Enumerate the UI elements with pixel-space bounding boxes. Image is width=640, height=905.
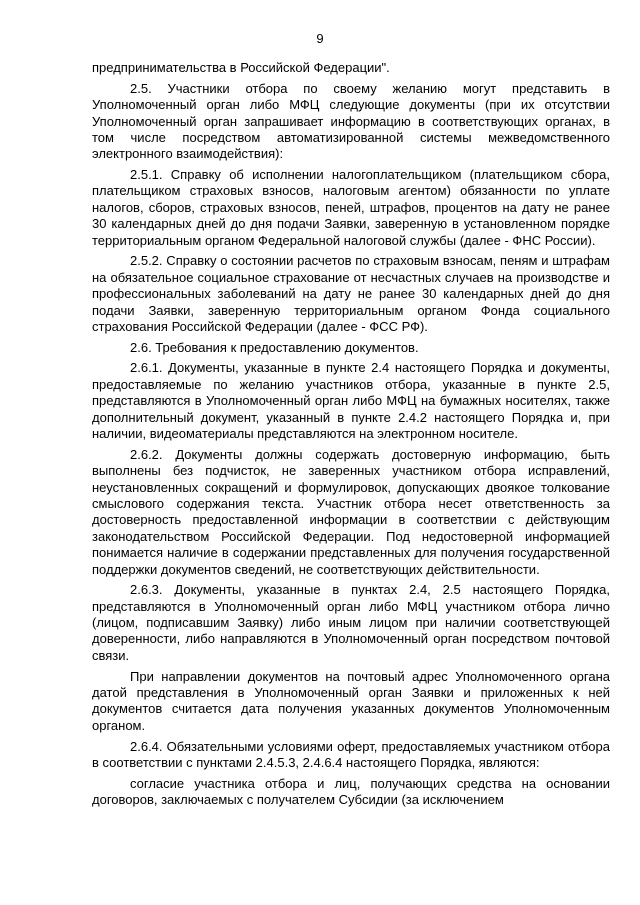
paragraph-2-6-heading: 2.6. Требования к предоставлению документов.: [130, 339, 419, 355]
document-body: [92, 60, 610, 813]
paragraph-2-5: 2.5. Участники отбора по своему желанию могут представить в Уполномоченный орган либо МФЦ следующие документы (при их отсутствии Уполномоченный орган запрашивает информацию в соответствующих органах, в том числе посредством автоматизированной системы межведомственного электронного взаимодействия):: [92, 80, 610, 162]
paragraph-2-6-2: 2.6.2. Документы должны содержать достоверную информацию, быть выполнены без подчисток, не заверенных участником отбора исправлений, неустановленных сокращений и формулировок, допускающих двоякое толкование смыслового содержания текста. Участник отбора несет ответственность за достоверность предоставленной информации в соответствии с действующим законодательством Российской Федерации. Под недостоверной информацией понимается наличие в содержании представленных для получения государственной поддержки документов сведений, не соответствующих действительности.: [92, 446, 610, 577]
paragraph-2-6-3: 2.6.3. Документы, указанные в пунктах 2.4, 2.5 настоящего Порядка, представляются в Уполномоченный орган либо МФЦ участником отбора лично (лицом, подписавшим Заявку) либо иным лицом при наличии соответствующей доверенности, либо направляются в Уполномоченный орган посредством почтовой связи.: [92, 582, 610, 663]
paragraph-postal-delivery: При направлении документов на почтовый адрес Уполномоченного органа датой представления в Уполномоченный орган Заявки и приложенных к ней документов считается дата получения указанных документов Уполномоченным органом.: [92, 668, 610, 733]
paragraph-2-5-2: 2.5.2. Справку о состоянии расчетов по страховым взносам, пеням и штрафам на обязательное социальное страхование от несчастных случаев на производстве и профессиональных заболеваний на дату не ранее 30 календарных дней до дня подачи Заявки, заверенную территориальным органом Фонда социального страхования Российской Федерации (далее - ФСС РФ).: [92, 253, 610, 334]
paragraph-2-5-1: 2.5.1. Справку об исполнении налогоплательщиком (плательщиком сбора, плательщиком страховых взносов, налоговым агентом) обязанности по уплате налогов, сборов, страховых взносов, пеней, штрафов, процентов на дату не ранее 30 календарных дней до дня подачи Заявки, заверенную в установленном порядке территориальным органом Федеральной налоговой службы (далее - ФНС России).: [92, 167, 610, 248]
paragraph-continuation: предпринимательства в Российской Федерации".: [92, 60, 390, 75]
paragraph-consent: согласие участника отбора и лиц, получающих средства на основании договоров, заключаемых с получателем Субсидии (за исключением: [92, 775, 610, 808]
page-number: 9: [316, 31, 324, 46]
paragraph-2-6-1: 2.6.1. Документы, указанные в пункте 2.4 настоящего Порядка и документы, предоставляемые по желанию участников отбора, указанные в пункте 2.5, представляются в Уполномоченный орган либо МФЦ на бумажных носителях, также дополнительный документ, указанный в пункте 2.4.2 настоящего Порядка и, при наличии, видеоматериалы представляются на электронном носителе.: [92, 360, 610, 442]
paragraph-2-6-4: 2.6.4. Обязательными условиями оферт, предоставляемых участником отбора в соответствии с пунктами 2.4.5.3, 2.4.6.4 настоящего Порядка, являются:: [92, 738, 610, 770]
